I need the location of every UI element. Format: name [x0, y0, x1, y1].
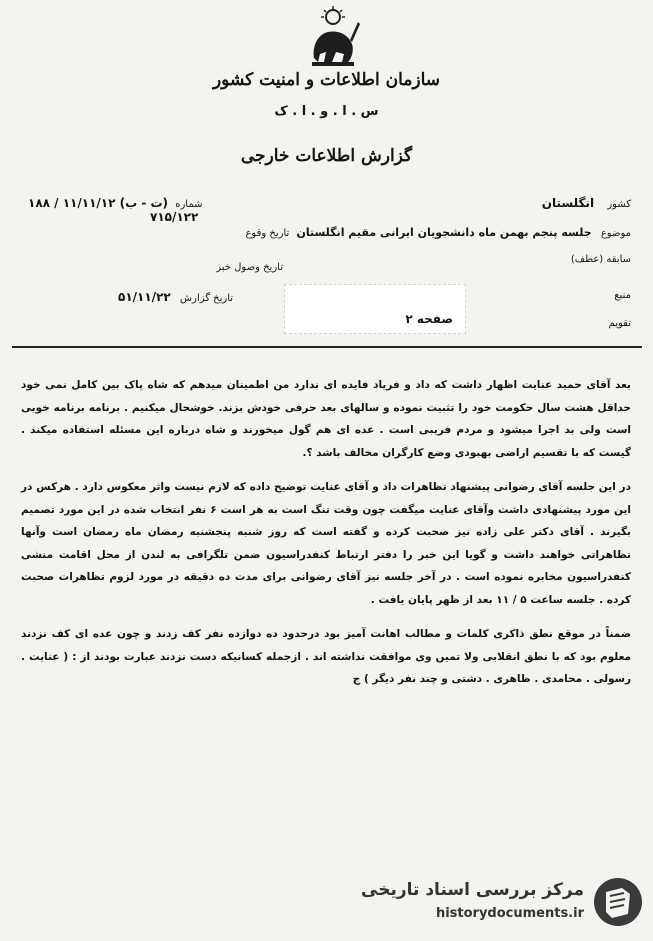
- lion-and-sun-emblem-icon: [302, 4, 364, 70]
- country-label: کشور: [607, 199, 631, 210]
- organization-code: س . ا . و . ا . ک: [274, 104, 379, 119]
- history-label: سابقه (عطف): [570, 254, 631, 265]
- subject-value: جلسه پنجم بهمن ماه دانشجویان ایرانی مقیم انگلستان: [296, 226, 592, 239]
- page-number: صفحه ۲: [405, 312, 453, 326]
- organization-title: سازمان اطلاعات و امنیت کشور: [212, 70, 441, 90]
- redacted-box: [284, 284, 466, 334]
- report-body: [21, 374, 631, 703]
- document-archive-logo-icon: [592, 876, 644, 928]
- report-date-field: [118, 290, 233, 304]
- watermark-url: historydocuments.ir: [435, 906, 584, 921]
- number-field: [28, 196, 203, 210]
- country-field: [542, 196, 631, 210]
- evaluation-label: تقویم: [608, 318, 631, 329]
- source-label: منبع: [614, 290, 631, 301]
- report-type-title: گزارش اطلاعات خارجی: [240, 146, 413, 166]
- number-label: شماره: [175, 199, 203, 210]
- watermark-name: مرکز بررسی اسناد تاریخی: [361, 880, 584, 900]
- header-divider: [12, 346, 642, 348]
- body-paragraph-1: بعد آقای حمید عنایت اظهار داشت که داد و فریاد فایده ای ندارد من اطمینان میدهم که شاه پاک بین کامل نمی خود حداقل هشت سال حکومت خود را تثبیت نموده و سالهای بعد حرفی خودش بزند. خوشحال میکنیم . برنامه برنامه خوبی است ولی بد اجرا میشود و مردم فریبی است . عده ای هم گول میخورند و شاه درباره این مسئله استفاده میکند . گیست که با تقسیم اراضی بهبودی وضع کارگران مخالف باشد ؟.: [21, 379, 631, 459]
- number-sub: ۷۱۵/۱۲۲: [150, 210, 199, 224]
- body-paragraph-2: در این جلسه آقای رضوانی پیشنهاد تظاهرات داد و آقای عنایت توضیح داده که لازم نیست واثر معکوس دارد . هرکس در این مورد پیشنهادی داشت وآقای عنایت میگفت چون وقت تنگ است به هر است ۶ نفر انتخاب شده در این مورد تصمیم بگیرند . آقای دکتر علی زاده نیز صحبت کرده و گفته است که روز شنبه پنجشنبه رمضان ماه رمضان است وآنها تظاهراتی خواهند داشت و گویا این خبر را دفتر ارتباط کنفدراسیون ضمن تلگرافی به لندن از محل اقامت منشی کنفدراسیون مخابره نموده است . در آخر جلسه نیز آقای رضوانی برای مدت ده دقیقه در مورد لزوم تظاهرات صحبت کرده . جلسه ساعت ۵ / ۱۱ بعد از ظهر پایان یافت .: [21, 481, 631, 606]
- watermark: [354, 874, 644, 936]
- country-value: انگلستان: [541, 196, 595, 210]
- subject-label: موضوع: [600, 228, 631, 239]
- report-date-value: ۵۱/۱۱/۲۲: [118, 290, 171, 304]
- event-date-label: تاریخ وقوع: [245, 228, 290, 239]
- subject-field: [245, 226, 631, 239]
- number-value: ۱۸۸ / ۱۱/۱۱/۱۲ (ت - ب): [28, 196, 169, 210]
- report-date-label: تاریخ گزارش: [179, 293, 234, 304]
- receipt-date-label: تاریخ وصول خبر: [216, 262, 283, 273]
- body-paragraph-3: ضمناً در موقع نطق ذاکری کلمات و مطالب اهانت آمیز بود درحدود ده دوازده نفر کف زدند و چون عده ای کف نزدند معلوم بود که با نطق انقلابی ولا تمیں وی موافقت نداشته اند . ازجمله کسانیکه دست نزدند عبارت بودند از : ( عنایت . رسولی . محامدی . ظاهری . دشتی و چند نفر دیگر ) ج: [21, 628, 631, 685]
